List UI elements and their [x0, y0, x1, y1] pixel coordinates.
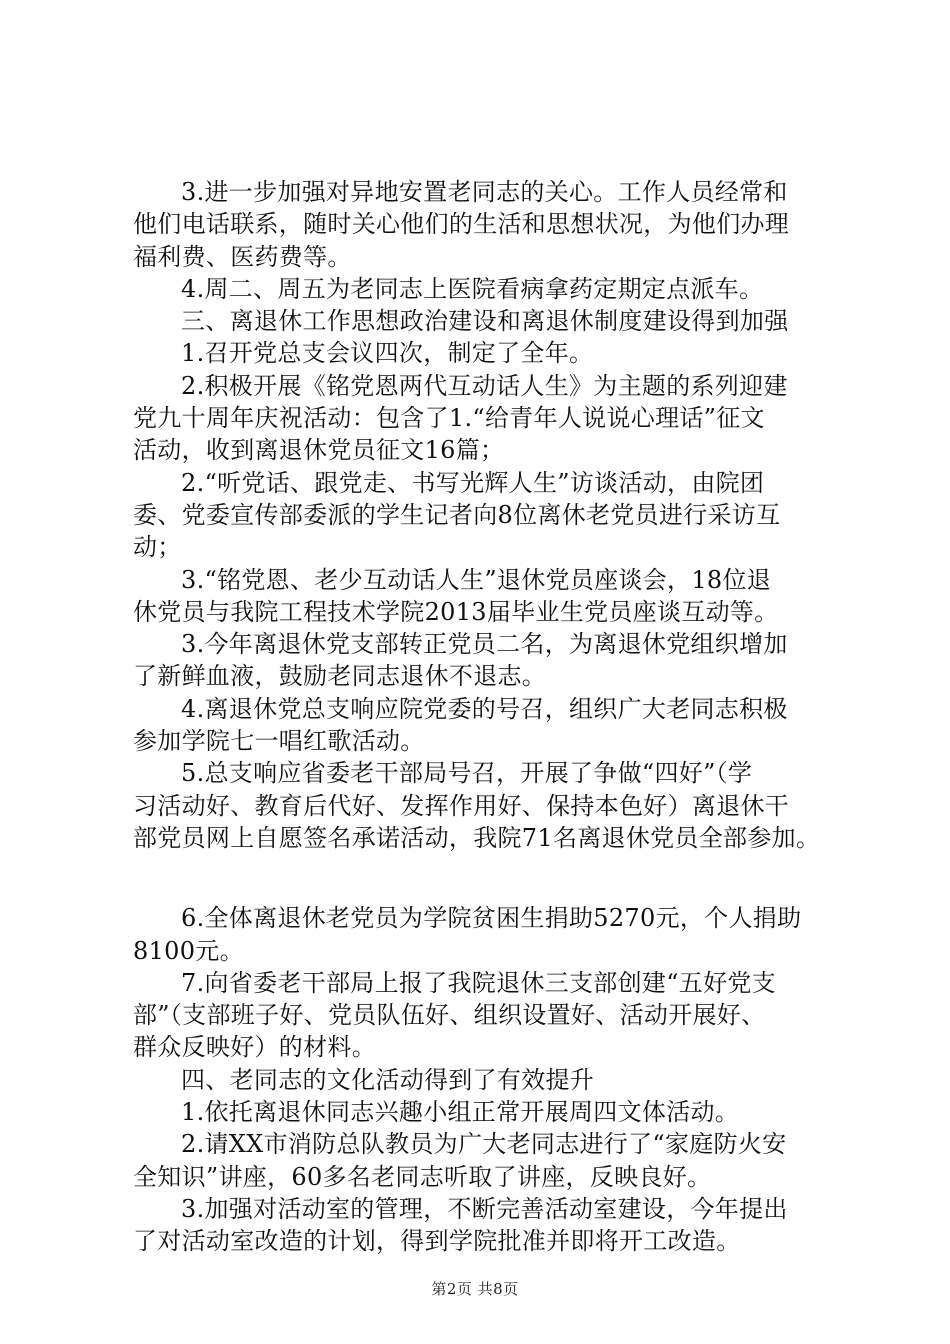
text-line: 3.加强对活动室的管理，不断完善活动室建设，今年提出 — [181, 1194, 788, 1223]
text-line: 2.积极开展《铭党恩两代互动话人生》为主题的系列迎建 — [181, 371, 788, 400]
text-line: 7.向省委老干部局上报了我院退休三支部创建“五好党支 — [181, 968, 776, 997]
text-line: 1.依托离退休同志兴趣小组正常开展周四文体活动。 — [181, 1098, 740, 1127]
text-line: 3.“铭党恩、老少互动话人生”退休党员座谈会，18位退 — [181, 565, 772, 594]
text-line: 休党员与我院工程技术学院2013届毕业生党员座谈互动等。 — [133, 597, 779, 626]
document-body — [133, 176, 833, 1258]
text-line: 3.今年离退休党支部转正党员二名，为离退休党组织增加 — [181, 630, 788, 659]
text-line: 了新鲜血液，鼓励老同志退休不退志。 — [133, 662, 547, 691]
page-footer: 第2页 共8页 — [431, 1280, 519, 1298]
text-line: 三、离退休工作思想政治建设和离退休制度建设得到加强 — [181, 307, 789, 336]
text-line: 5.总支响应省委老干部局号召，开展了争做“四好”（学 — [181, 759, 753, 788]
text-line: 全知识”讲座，60多名老同志听取了讲座，反映良好。 — [133, 1162, 712, 1191]
text-line: 部党员网上自愿签名承诺活动，我院71名离退休党员全部参加。 — [133, 823, 821, 852]
text-line: 福利费、医药费等。 — [133, 242, 352, 271]
text-line: 了对活动室改造的计划，得到学院批准并即将开工改造。 — [133, 1227, 741, 1256]
text-line: 1.召开党总支会议四次，制定了全年。 — [181, 339, 594, 368]
text-line: 群众反映好）的材料。 — [133, 1033, 376, 1062]
text-line: 6.全体离退休老党员为学院贫困生捐助5270元，个人捐助 — [181, 904, 802, 933]
text-line: 2.“听党话、跟党走、书写光辉人生”访谈活动，由院团 — [181, 468, 765, 497]
text-line: 2.请XX市消防总队教员为广大老同志进行了“家庭防火安 — [181, 1130, 787, 1159]
text-line: 4.周二、周五为老同志上医院看病拿药定期定点派车。 — [181, 274, 764, 303]
text-line: 4.离退休党总支响应院党委的号召，组织广大老同志积极 — [181, 694, 788, 723]
text-line: 8100元。 — [133, 936, 244, 965]
text-line: 党九十周年庆祝活动：包含了1.“给青年人说说心理话”征文 — [133, 404, 765, 433]
paragraph-gap — [133, 854, 833, 902]
text-line: 活动，收到离退休党员征文16篇； — [133, 436, 505, 465]
text-line: 3.进一步加强对异地安置老同志的关心。工作人员经常和 — [181, 178, 788, 206]
text-line: 参加学院七一唱红歌活动。 — [133, 727, 425, 756]
text-line: 四、老同志的文化活动得到了有效提升 — [181, 1065, 595, 1094]
text-line: 习活动好、教育后代好、发挥作用好、保持本色好）离退休干 — [133, 791, 790, 820]
text-line: 动； — [133, 533, 182, 562]
text-line: 部”（支部班子好、党员队伍好、组织设置好、活动开展好、 — [133, 1001, 766, 1030]
text-line: 委、党委宣传部委派的学生记者向8位离休老党员进行采访互 — [133, 500, 781, 529]
text-line: 他们电话联系，随时关心他们的生活和思想状况，为他们办理 — [133, 210, 790, 239]
